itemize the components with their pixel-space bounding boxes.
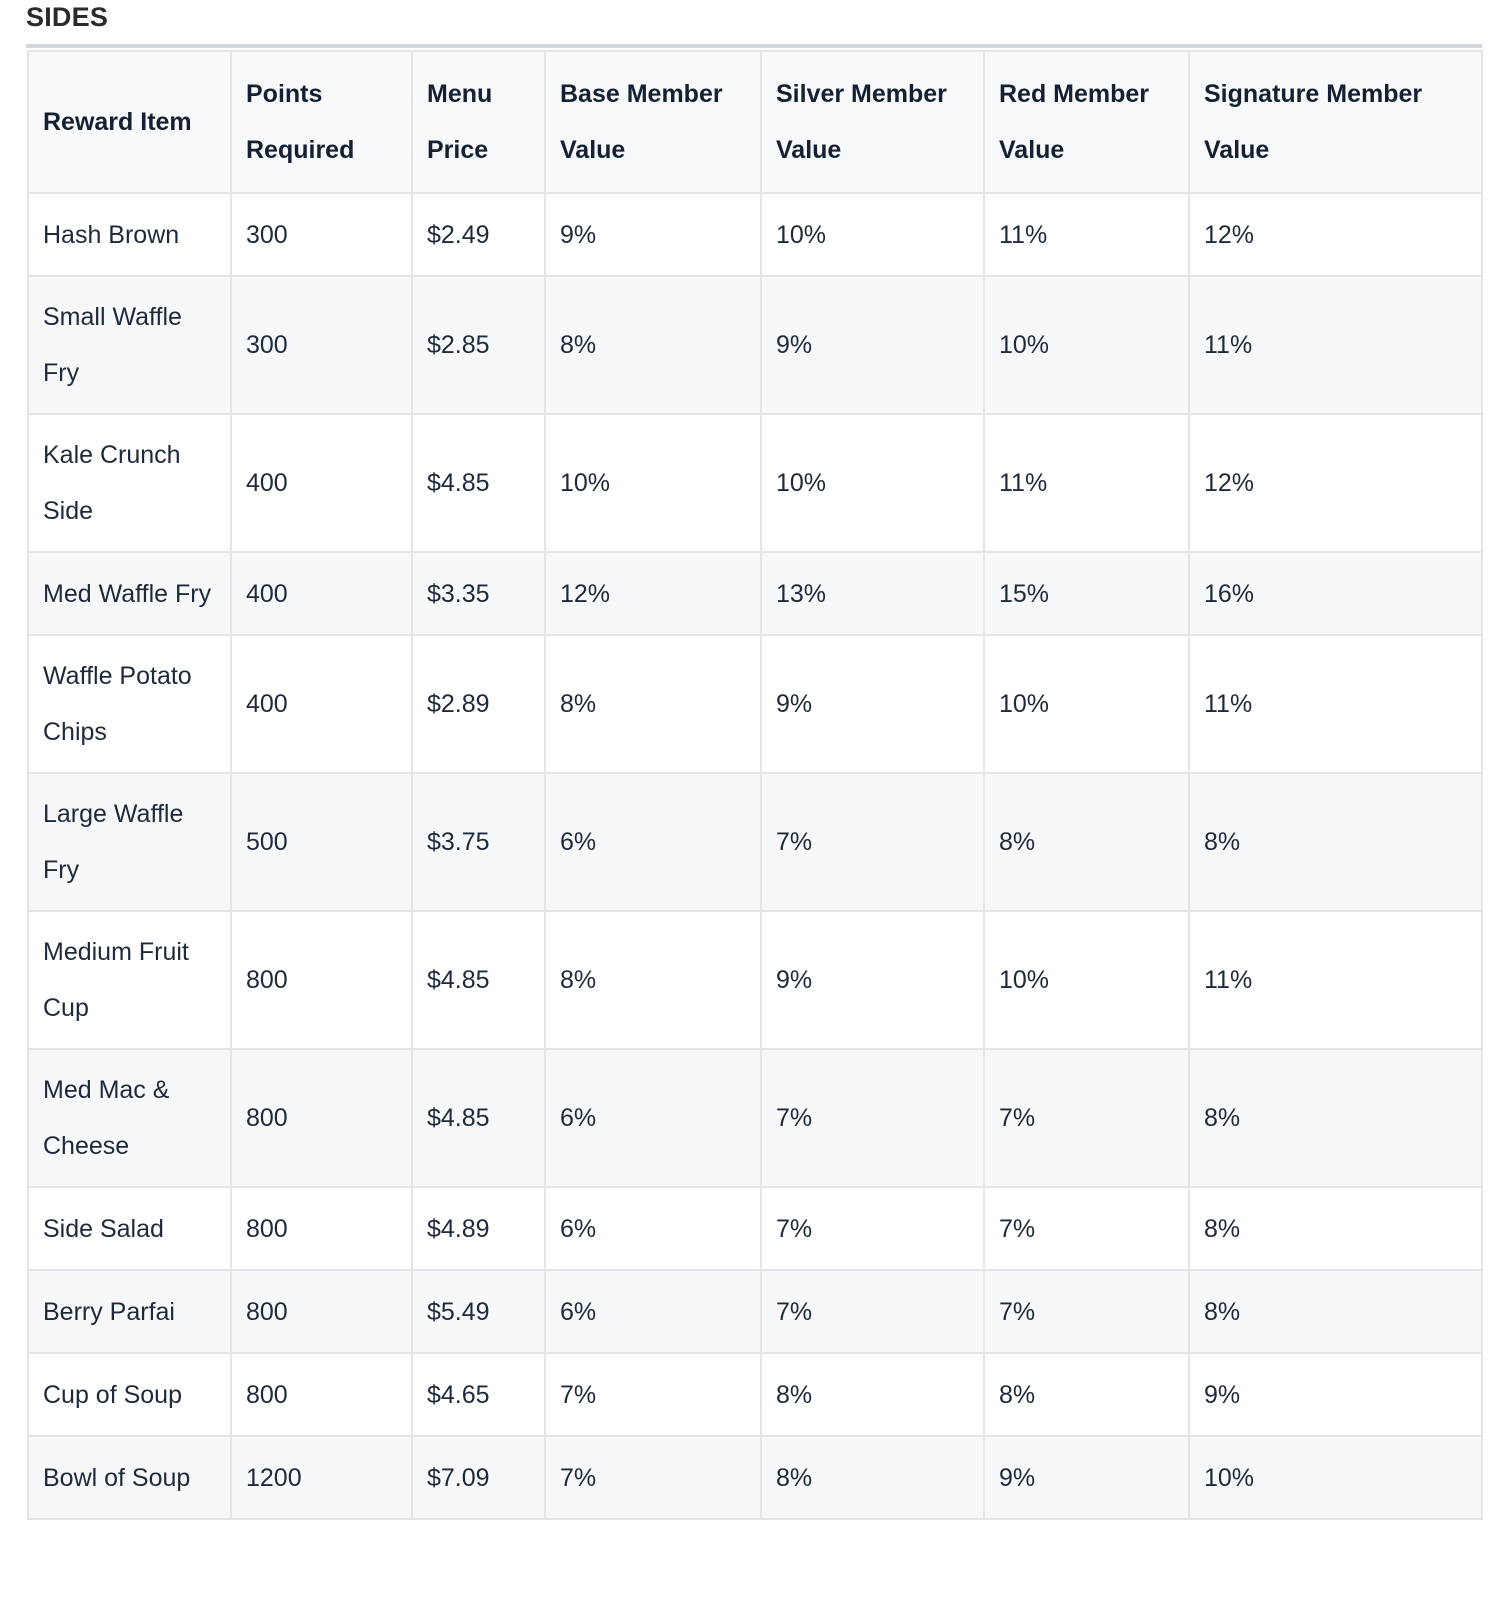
table-row <box>28 1436 1482 1519</box>
cell-reward-item: Berry Parfai <box>28 1270 231 1353</box>
column-header-points-required: Points Required <box>231 51 412 193</box>
cell-red-member-value: 9% <box>984 1436 1189 1519</box>
cell-reward-item: Hash Brown <box>28 193 231 276</box>
table-row <box>28 1187 1482 1270</box>
column-header-menu-price: Menu Price <box>412 51 545 193</box>
cell-points-required: 300 <box>231 276 412 414</box>
cell-points-required: 500 <box>231 773 412 911</box>
cell-signature-member-value: 11% <box>1189 276 1482 414</box>
rewards-table <box>27 50 1483 1520</box>
cell-points-required: 800 <box>231 1353 412 1436</box>
table-row <box>28 1353 1482 1436</box>
cell-base-member-value: 6% <box>545 773 761 911</box>
cell-points-required: 400 <box>231 414 412 552</box>
cell-reward-item: Kale Crunch Side <box>28 414 231 552</box>
cell-red-member-value: 10% <box>984 276 1189 414</box>
cell-red-member-value: 8% <box>984 773 1189 911</box>
column-header-silver-member-value: Silver Member Value <box>761 51 984 193</box>
column-header-reward-item: Reward Item <box>28 51 231 193</box>
table-row <box>28 635 1482 773</box>
column-header-base-member-value: Base Member Value <box>545 51 761 193</box>
table-header-row <box>28 51 1482 193</box>
cell-base-member-value: 8% <box>545 911 761 1049</box>
cell-menu-price: $5.49 <box>412 1270 545 1353</box>
cell-signature-member-value: 12% <box>1189 414 1482 552</box>
cell-points-required: 300 <box>231 193 412 276</box>
cell-silver-member-value: 8% <box>761 1353 984 1436</box>
cell-base-member-value: 6% <box>545 1049 761 1187</box>
cell-signature-member-value: 11% <box>1189 635 1482 773</box>
cell-base-member-value: 7% <box>545 1436 761 1519</box>
table-row <box>28 911 1482 1049</box>
cell-points-required: 400 <box>231 635 412 773</box>
cell-base-member-value: 7% <box>545 1353 761 1436</box>
cell-points-required: 800 <box>231 1187 412 1270</box>
table-row <box>28 1049 1482 1187</box>
cell-silver-member-value: 7% <box>761 1187 984 1270</box>
cell-silver-member-value: 13% <box>761 552 984 635</box>
cell-red-member-value: 7% <box>984 1049 1189 1187</box>
cell-reward-item: Large Waffle Fry <box>28 773 231 911</box>
cell-base-member-value: 6% <box>545 1187 761 1270</box>
cell-signature-member-value: 11% <box>1189 911 1482 1049</box>
cell-menu-price: $2.49 <box>412 193 545 276</box>
cell-silver-member-value: 7% <box>761 773 984 911</box>
cell-signature-member-value: 8% <box>1189 1270 1482 1353</box>
cell-silver-member-value: 10% <box>761 414 984 552</box>
cell-reward-item: Medium Fruit Cup <box>28 911 231 1049</box>
cell-red-member-value: 7% <box>984 1187 1189 1270</box>
cell-silver-member-value: 10% <box>761 193 984 276</box>
cell-menu-price: $4.89 <box>412 1187 545 1270</box>
column-header-red-member-value: Red Member Value <box>984 51 1189 193</box>
cell-reward-item: Side Salad <box>28 1187 231 1270</box>
cell-reward-item: Small Waffle Fry <box>28 276 231 414</box>
cell-red-member-value: 7% <box>984 1270 1189 1353</box>
table-row <box>28 193 1482 276</box>
cell-signature-member-value: 9% <box>1189 1353 1482 1436</box>
table-row <box>28 552 1482 635</box>
cell-points-required: 800 <box>231 911 412 1049</box>
column-header-signature-member-value: Signature Member Value <box>1189 51 1482 193</box>
cell-signature-member-value: 12% <box>1189 193 1482 276</box>
cell-menu-price: $7.09 <box>412 1436 545 1519</box>
cell-menu-price: $4.85 <box>412 911 545 1049</box>
cell-menu-price: $3.75 <box>412 773 545 911</box>
cell-reward-item: Cup of Soup <box>28 1353 231 1436</box>
cell-red-member-value: 15% <box>984 552 1189 635</box>
cell-reward-item: Med Waffle Fry <box>28 552 231 635</box>
title-divider <box>26 44 1482 48</box>
cell-base-member-value: 12% <box>545 552 761 635</box>
cell-menu-price: $3.35 <box>412 552 545 635</box>
cell-red-member-value: 11% <box>984 193 1189 276</box>
table-row <box>28 1270 1482 1353</box>
cell-red-member-value: 8% <box>984 1353 1189 1436</box>
cell-points-required: 1200 <box>231 1436 412 1519</box>
cell-reward-item: Med Mac & Cheese <box>28 1049 231 1187</box>
page-title: SIDES <box>26 2 109 32</box>
cell-red-member-value: 10% <box>984 911 1189 1049</box>
cell-base-member-value: 8% <box>545 276 761 414</box>
table-row <box>28 276 1482 414</box>
cell-signature-member-value: 8% <box>1189 1049 1482 1187</box>
cell-menu-price: $4.85 <box>412 1049 545 1187</box>
cell-base-member-value: 10% <box>545 414 761 552</box>
cell-signature-member-value: 16% <box>1189 552 1482 635</box>
cell-points-required: 800 <box>231 1270 412 1353</box>
cell-menu-price: $4.65 <box>412 1353 545 1436</box>
cell-base-member-value: 8% <box>545 635 761 773</box>
cell-silver-member-value: 8% <box>761 1436 984 1519</box>
cell-red-member-value: 10% <box>984 635 1189 773</box>
cell-signature-member-value: 8% <box>1189 773 1482 911</box>
cell-points-required: 400 <box>231 552 412 635</box>
cell-silver-member-value: 9% <box>761 911 984 1049</box>
cell-reward-item: Bowl of Soup <box>28 1436 231 1519</box>
cell-menu-price: $4.85 <box>412 414 545 552</box>
cell-silver-member-value: 7% <box>761 1270 984 1353</box>
table-row <box>28 773 1482 911</box>
cell-silver-member-value: 9% <box>761 276 984 414</box>
cell-points-required: 800 <box>231 1049 412 1187</box>
cell-silver-member-value: 7% <box>761 1049 984 1187</box>
cell-silver-member-value: 9% <box>761 635 984 773</box>
cell-menu-price: $2.89 <box>412 635 545 773</box>
cell-signature-member-value: 8% <box>1189 1187 1482 1270</box>
table-row <box>28 414 1482 552</box>
cell-menu-price: $2.85 <box>412 276 545 414</box>
cell-base-member-value: 6% <box>545 1270 761 1353</box>
cell-signature-member-value: 10% <box>1189 1436 1482 1519</box>
cell-base-member-value: 9% <box>545 193 761 276</box>
cell-red-member-value: 11% <box>984 414 1189 552</box>
cell-reward-item: Waffle Potato Chips <box>28 635 231 773</box>
